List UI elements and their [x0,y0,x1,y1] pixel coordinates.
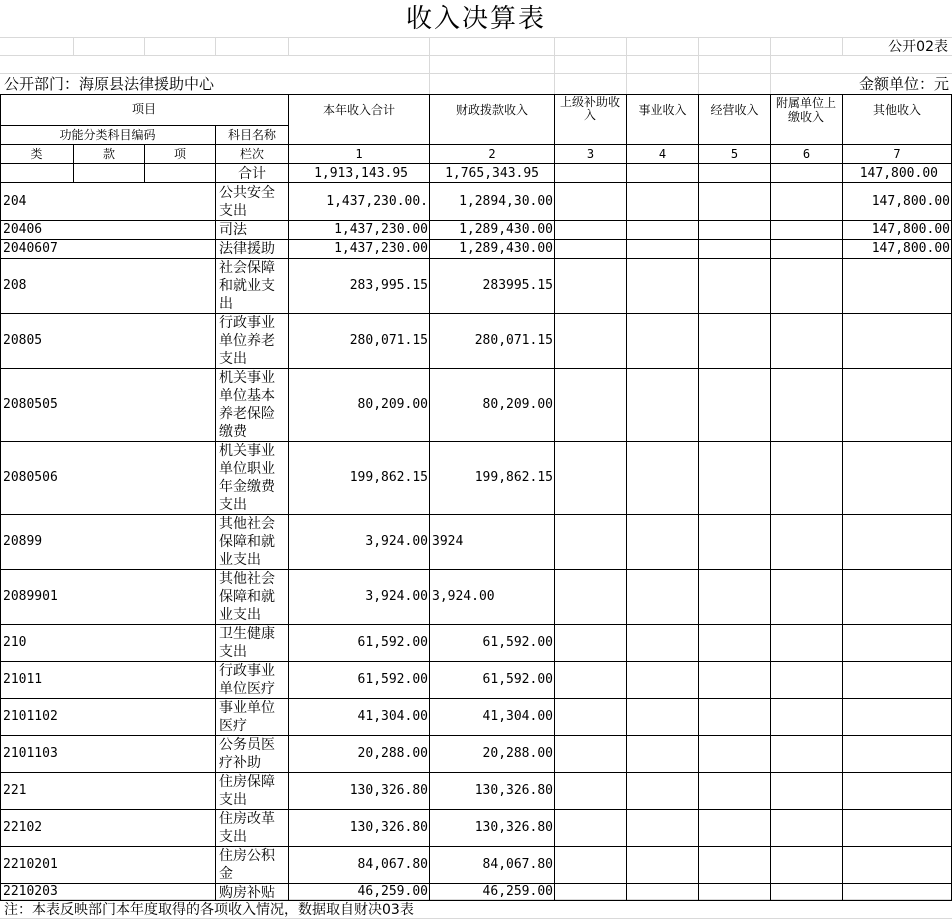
row-other-income: 147,800.00 [871,193,950,209]
row-fiscal-income: 3,924.00 [432,589,495,604]
row-code: 2040607 [3,241,58,256]
row-fiscal-income: 199,862.15 [474,470,553,485]
col-num-7: 7 [893,147,901,161]
row-subject-name: 事业单位医疗 [219,700,275,734]
row-fiscal-income: 46,259.00 [482,884,553,899]
total-other-value: 147,800.00 [859,166,938,181]
form-code: 公开02表 [888,39,948,55]
row-total-income: 199,862.15 [349,470,428,485]
row-fiscal-income: 1,289,430.00 [459,241,553,256]
row-fiscal-income: 130,326.80 [474,783,553,798]
row-subject-name: 其他社会保障和就业支出 [219,571,275,623]
header-func-code: 功能分类科目编码 [59,128,156,142]
row-other-income: 147,800.00 [871,241,950,256]
row-code: 210 [3,635,27,650]
header-kuan: 款 [102,147,115,161]
row-code: 21011 [3,672,43,687]
row-fiscal-income: 280,071.15 [474,333,553,348]
header-affiliated: 附属单位上缴收入 [775,96,836,124]
row-code: 20406 [3,222,43,237]
row-subject-name: 法律援助 [219,241,275,257]
row-total-income: 84,067.80 [357,857,428,872]
row-total-income: 20,288.00 [357,746,428,761]
row-fiscal-income: 20,288.00 [482,746,553,761]
row-fiscal-income: 84,067.80 [482,857,553,872]
row-fiscal-income: 61,592.00 [482,672,553,687]
row-fiscal-income: 1,2894,30.00 [459,193,553,209]
col-num-3: 3 [586,147,595,161]
row-total-income: 1,437,230.00 [334,241,428,256]
col-num-2: 2 [488,147,496,161]
row-subject-name: 卫生健康支出 [219,626,275,660]
row-fiscal-income: 130,326.80 [474,820,553,835]
footnote: 注：本表反映部门本年度取得的各项收入情况，数据取自财决03表 [4,902,414,918]
row-code: 20899 [3,534,43,549]
row-subject-name: 行政事业单位养老支出 [219,315,275,367]
row-total-income: 1,437,230.00 [334,222,428,237]
col-num-4: 4 [658,147,667,161]
row-code: 204 [3,193,27,209]
row-code: 221 [3,783,27,798]
header-xiang: 项 [173,147,186,161]
row-subject-name: 住房改革支出 [219,811,275,845]
row-code: 2210203 [3,884,58,899]
row-subject-name: 其他社会保障和就业支出 [219,516,275,568]
row-fiscal-income: 80,209.00 [482,397,553,412]
row-total-income: 41,304.00 [357,709,428,724]
col-num-1: 1 [355,147,363,161]
total-income-value: 1,913,143.95 [314,166,408,181]
row-subject-name: 购房补贴 [219,885,275,901]
header-operating: 经营收入 [710,103,759,117]
header-lanci: 栏次 [239,147,264,161]
row-code: 208 [3,278,27,293]
row-code: 2080506 [3,470,58,485]
row-total-income: 130,326.80 [349,820,428,835]
row-subject-name: 机关事业单位基本养老保险缴费 [219,370,275,440]
row-code: 2080505 [3,397,58,412]
row-total-income: 80,209.00 [357,397,428,412]
row-subject-name: 机关事业单位职业年金缴费支出 [219,443,275,513]
header-superior: 上级补助收入 [559,95,620,122]
header-total-income: 本年收入合计 [322,103,395,117]
row-subject-name: 住房保障支出 [219,774,275,808]
row-subject-name: 社会保障和就业支出 [219,260,275,312]
row-subject-name: 行政事业单位医疗 [219,663,275,697]
row-subject-name: 公共安全支出 [219,184,275,219]
row-fiscal-income: 283995.15 [482,278,553,293]
row-total-income: 3,924.00 [365,589,428,604]
header-item: 项目 [131,102,156,116]
header-lei: 类 [30,147,43,161]
department-label: 公开部门：海原县法律援助中心 [4,75,215,93]
row-code: 2101102 [3,709,58,724]
total-fiscal-value: 1,765,343.95 [445,166,539,181]
row-subject-name: 住房公积金 [219,848,275,882]
row-fiscal-income: 61,592.00 [482,635,553,650]
row-code: 2210201 [3,857,58,872]
unit-label: 金额单位：元 [858,75,949,93]
row-fiscal-income: 1,289,430.00 [459,222,553,237]
col-num-5: 5 [730,147,739,161]
row-subject-name: 公务员医疗补助 [219,737,275,771]
row-other-income: 147,800.00 [871,222,950,237]
row-total-income: 130,326.80 [349,783,428,798]
row-code: 22102 [3,820,43,835]
header-fiscal: 财政拨款收入 [455,103,528,117]
row-subject-name: 司法 [219,222,247,238]
row-total-income: 61,592.00 [357,672,428,687]
row-code: 2101103 [3,746,58,761]
row-total-income: 46,259.00 [357,884,428,899]
row-fiscal-income: 3924 [432,534,464,549]
header-other: 其他收入 [872,103,921,117]
total-label: 合计 [238,166,266,182]
page-title: 收入决算表 [405,4,546,34]
header-business: 事业收入 [638,103,687,117]
row-fiscal-income: 41,304.00 [482,709,553,724]
row-total-income: 3,924.00 [365,534,428,549]
row-total-income: 1,437,230.00. [326,193,428,209]
header-subject-name: 科目名称 [227,128,276,142]
row-total-income: 61,592.00 [357,635,428,650]
row-code: 2089901 [3,589,58,604]
row-total-income: 283,995.15 [349,278,428,293]
row-total-income: 280,071.15 [349,333,428,348]
col-num-6: 6 [802,147,811,161]
row-code: 20805 [3,333,43,348]
